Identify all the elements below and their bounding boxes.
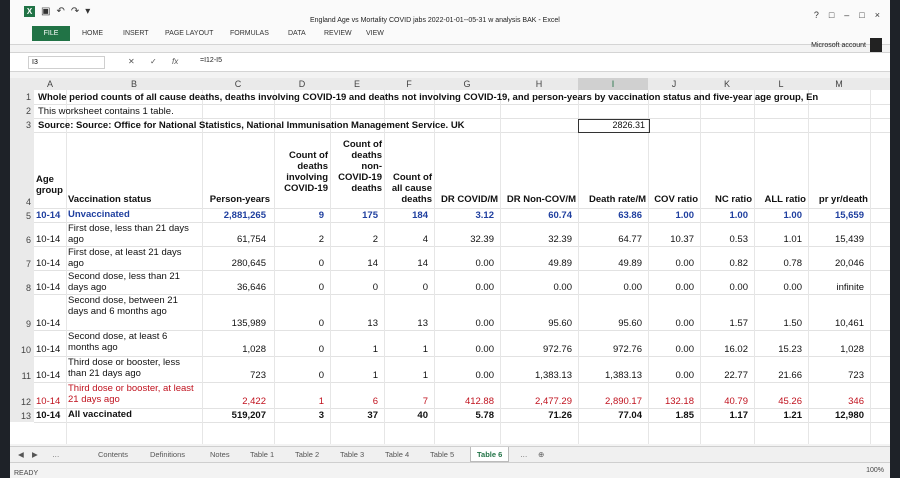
cell-l[interactable]: 0.00 — [783, 282, 802, 293]
header-covid-deaths: Count of deaths involving COVID-19 — [284, 150, 328, 194]
cell-age[interactable]: 10-14 — [36, 258, 61, 269]
cell-d[interactable]: 2 — [318, 234, 324, 245]
cell-h[interactable]: 1,383.13 — [535, 370, 572, 381]
cell-k[interactable]: 0.53 — [729, 234, 748, 245]
cell-h[interactable]: 95.60 — [548, 318, 572, 329]
row-header[interactable]: 2 — [10, 104, 34, 118]
cell-h[interactable]: 60.74 — [548, 210, 572, 221]
sheet-tab-table-2[interactable]: Table 2 — [295, 450, 320, 459]
cell-e[interactable]: 37 — [367, 410, 378, 421]
cell-i[interactable]: 63.86 — [618, 210, 642, 221]
header-death-rate: Death rate/M — [588, 194, 646, 205]
cancel-icon[interactable]: ✕ — [128, 57, 135, 66]
cell-h[interactable]: 2,477.29 — [535, 396, 572, 407]
cell-l[interactable]: 1.21 — [783, 410, 802, 421]
cell-m[interactable]: 1,028 — [840, 344, 864, 355]
redo-icon[interactable]: ↷ — [70, 6, 80, 17]
sheet-tab-table-1[interactable]: Table 1 — [250, 450, 275, 459]
header-vaccination-status: Vaccination status — [68, 194, 152, 205]
cell-d[interactable]: 9 — [318, 210, 324, 221]
cell-f[interactable]: 1 — [422, 344, 428, 355]
cell-py[interactable]: 519,207 — [231, 410, 266, 421]
cell-py[interactable]: 2,422 — [242, 396, 266, 407]
cell-f[interactable]: 0 — [422, 282, 428, 293]
cell-age[interactable]: 10-14 — [36, 318, 61, 329]
excel-window — [10, 0, 890, 478]
cell-age[interactable]: 10-14 — [36, 344, 61, 355]
tab-file[interactable]: FILE — [32, 26, 70, 41]
cell-f[interactable]: 13 — [417, 318, 428, 329]
cell-d[interactable]: 0 — [318, 370, 324, 381]
cell-f[interactable]: 14 — [417, 258, 428, 269]
more-tabs-icon[interactable]: … — [520, 450, 528, 459]
cell-j[interactable]: 1.85 — [675, 410, 694, 421]
new-sheet-icon[interactable]: ⊕ — [538, 450, 545, 459]
cell-h[interactable]: 71.26 — [548, 410, 572, 421]
quick-access-toolbar — [24, 6, 90, 17]
cell-m[interactable]: 20,046 — [834, 258, 864, 269]
row-header[interactable]: 7 — [10, 246, 34, 270]
cell-i[interactable]: 0.00 — [623, 282, 642, 293]
sheet-tab-notes[interactable]: Notes — [210, 450, 230, 459]
microsoft-account[interactable]: Microsoft account — [811, 42, 866, 49]
customize-icon[interactable]: ▾ — [85, 6, 91, 17]
cell-m[interactable]: 10,461 — [834, 318, 864, 329]
cell-age[interactable]: 10-14 — [36, 370, 61, 381]
column-headers — [10, 78, 890, 90]
header-all-ratio: ALL ratio — [764, 194, 806, 205]
cell-f[interactable]: 4 — [422, 234, 428, 245]
name-box[interactable]: I3 — [28, 56, 105, 69]
worksheet-note: This worksheet contains 1 table. — [38, 106, 174, 117]
tab-page-layout[interactable]: PAGE LAYOUT — [165, 30, 214, 37]
row-header[interactable]: 4 — [10, 132, 34, 208]
cell-f[interactable]: 7 — [422, 396, 428, 407]
cell-g[interactable]: 412.88 — [464, 396, 494, 407]
cell-py[interactable]: 36,646 — [236, 282, 266, 293]
undo-icon[interactable]: ↶ — [56, 6, 65, 17]
cell-i[interactable]: 972.76 — [612, 344, 642, 355]
cell-i[interactable]: 2,890.17 — [605, 396, 642, 407]
cell-age[interactable]: 10-14 — [36, 234, 61, 245]
col-header-e[interactable]: E — [353, 79, 360, 89]
row-header[interactable]: 13 — [10, 408, 34, 422]
cell-i[interactable]: 1,383.13 — [605, 370, 642, 381]
scroll-left-icon[interactable]: ◀ — [18, 450, 24, 459]
row-header[interactable]: 12 — [10, 382, 34, 408]
cell-e[interactable]: 175 — [362, 210, 378, 221]
header-nc-ratio: NC ratio — [715, 194, 752, 205]
cell-m[interactable]: 15,659 — [834, 210, 864, 221]
cell-m[interactable]: 723 — [848, 370, 864, 381]
cell-g[interactable]: 32.39 — [470, 234, 494, 245]
cell-j[interactable]: 132.18 — [664, 396, 694, 407]
minimize-icon[interactable]: – — [844, 10, 850, 20]
sheet-tab-table-6[interactable]: Table 6 — [470, 447, 509, 462]
cell-vacc[interactable]: Second dose, less than 21 days ago — [68, 271, 180, 293]
cell-py[interactable]: 61,754 — [236, 234, 266, 245]
cell-k[interactable]: 16.02 — [724, 344, 748, 355]
col-header-g[interactable]: G — [463, 79, 471, 89]
cell-h[interactable]: 972.76 — [542, 344, 572, 355]
cell-m[interactable]: infinite — [836, 282, 864, 293]
cell-i[interactable]: 77.04 — [618, 410, 642, 421]
cell-d[interactable]: 0 — [318, 318, 324, 329]
cell-f[interactable]: 40 — [417, 410, 428, 421]
cell-l[interactable]: 0.78 — [783, 258, 802, 269]
cell-h[interactable]: 32.39 — [548, 234, 572, 245]
row-header[interactable]: 9 — [10, 294, 34, 330]
cell-age[interactable]: 10-14 — [36, 396, 61, 407]
window-title: England Age vs Mortality COVID jabs 2022-01-01--05-31 w analysis BAK - Excel — [310, 17, 560, 24]
header-cov-ratio: COV ratio — [654, 194, 698, 205]
sheet-tab-definitions[interactable]: Definitions — [150, 450, 186, 459]
col-header-b[interactable]: B — [130, 79, 137, 89]
cell-e[interactable]: 6 — [372, 396, 378, 407]
tab-formulas[interactable]: FORMULAS — [230, 30, 269, 37]
cell-e[interactable]: 1 — [372, 344, 378, 355]
cell-d[interactable]: 0 — [318, 282, 324, 293]
cell-vacc[interactable]: Third dose or booster, less than 21 days ago — [68, 357, 180, 379]
col-header-i[interactable]: I — [578, 78, 648, 92]
cell-m[interactable]: 346 — [848, 396, 864, 407]
scroll-right-icon[interactable]: ▶ — [32, 450, 38, 459]
help-icon[interactable]: ? — [813, 10, 819, 20]
cell-vacc[interactable]: Second dose, at least 6 months ago — [68, 331, 168, 353]
cell-d[interactable]: 0 — [318, 258, 324, 269]
cell-age[interactable]: 10-14 — [36, 282, 61, 293]
cell-i[interactable]: 49.89 — [618, 258, 642, 269]
tab-insert[interactable]: INSERT — [123, 30, 149, 37]
cell-g[interactable]: 5.78 — [475, 410, 494, 421]
sheet-tab-table-3[interactable]: Table 3 — [340, 450, 365, 459]
function-icon[interactable]: fx — [172, 57, 179, 66]
header-person-years: Person-years — [209, 194, 270, 205]
maximize-icon[interactable]: □ — [859, 10, 865, 20]
cell-g[interactable]: 3.12 — [475, 210, 494, 221]
tab-review[interactable]: REVIEW — [324, 30, 352, 37]
avatar[interactable] — [870, 38, 882, 52]
save-icon[interactable]: ▣ — [41, 6, 51, 17]
sheet-tabs — [10, 446, 890, 463]
source-note: Source: Source: Office for National Statistics, National Immunisation Management Service. UK — [38, 120, 465, 131]
col-header-h[interactable]: H — [535, 79, 543, 89]
sheet-title: Whole period counts of all cause deaths, deaths involving COVID-19 and deaths not involving COVID-19, and person-years by vaccination status and five-year age group, En — [38, 92, 819, 103]
cell-k[interactable]: 1.57 — [729, 318, 748, 329]
cell-i3-value: 2826.31 — [612, 120, 645, 130]
header-dr-non-covid: DR Non-COV/M — [506, 194, 576, 205]
cell-k[interactable]: 1.00 — [729, 210, 748, 221]
cell-d[interactable]: 0 — [318, 344, 324, 355]
row-header[interactable]: 1 — [10, 90, 34, 104]
close-icon[interactable]: × — [874, 10, 880, 20]
sheet-tab-contents[interactable]: Contents — [98, 450, 129, 459]
cell-l[interactable]: 1.50 — [783, 318, 802, 329]
tab-data[interactable]: DATA — [288, 30, 306, 37]
cell-i[interactable]: 64.77 — [618, 234, 642, 245]
cell-h[interactable]: 0.00 — [553, 282, 572, 293]
row-header[interactable]: 6 — [10, 222, 34, 246]
cell-e[interactable]: 0 — [372, 282, 378, 293]
col-header-c[interactable]: C — [234, 79, 242, 89]
cell-age[interactable]: 10-14 — [36, 210, 61, 221]
more-sheets-icon[interactable]: … — [52, 450, 60, 459]
row-header[interactable]: 8 — [10, 270, 34, 294]
cell-g[interactable]: 0.00 — [475, 370, 494, 381]
row-header[interactable]: 5 — [10, 208, 34, 222]
cell-k[interactable]: 1.17 — [729, 410, 748, 421]
cell-g[interactable]: 0.00 — [475, 258, 494, 269]
cell-i[interactable]: 95.60 — [618, 318, 642, 329]
cell-m[interactable]: 15,439 — [834, 234, 864, 245]
cell-k[interactable]: 40.79 — [724, 396, 748, 407]
status-ready: READY — [14, 470, 39, 477]
cell-g[interactable]: 0.00 — [475, 282, 494, 293]
cell-vacc[interactable]: First dose, less than 21 days ago — [68, 223, 189, 245]
enter-icon[interactable]: ✓ — [150, 57, 157, 66]
cell-l[interactable]: 1.00 — [783, 210, 802, 221]
row-header[interactable]: 11 — [10, 356, 34, 382]
cell-py[interactable]: 280,645 — [231, 258, 266, 269]
cell-g[interactable]: 0.00 — [475, 318, 494, 329]
cell-vacc[interactable]: Second dose, between 21 days and 6 months ago — [68, 295, 178, 317]
cell-j[interactable]: 0.00 — [675, 370, 694, 381]
cell-vacc[interactable]: All vaccinated — [68, 409, 132, 420]
col-header-a[interactable]: A — [46, 79, 53, 89]
cell-l[interactable]: 45.26 — [778, 396, 802, 407]
cell-f[interactable]: 1 — [422, 370, 428, 381]
cell-vacc[interactable]: Third dose or booster, at least 21 days ago — [68, 383, 194, 405]
cell-py[interactable]: 135,989 — [231, 318, 266, 329]
cell-d[interactable]: 3 — [318, 410, 324, 421]
row-header[interactable]: 10 — [10, 330, 34, 356]
cell-e[interactable]: 1 — [372, 370, 378, 381]
header-pr-yr-death: pr yr/death — [818, 194, 868, 205]
cell-j[interactable]: 0.00 — [675, 344, 694, 355]
cell-m[interactable]: 12,980 — [834, 410, 864, 421]
cell-py[interactable]: 723 — [250, 370, 266, 381]
window-controls — [814, 10, 880, 20]
col-header-m[interactable]: M — [835, 79, 843, 89]
cell-k[interactable]: 0.82 — [729, 258, 748, 269]
formula-input[interactable]: =I12-I5 — [200, 57, 222, 64]
cell-j[interactable]: 0.00 — [675, 282, 694, 293]
sheet-tab-table-5[interactable]: Table 5 — [430, 450, 455, 459]
tab-view[interactable]: VIEW — [366, 30, 384, 37]
cell-vacc[interactable]: Unvaccinated — [68, 209, 130, 220]
title-bar — [10, 0, 890, 24]
cell-l[interactable]: 21.66 — [778, 370, 802, 381]
col-header-d[interactable]: D — [298, 79, 306, 89]
col-header-j[interactable]: J — [671, 79, 677, 89]
cell-e[interactable]: 13 — [367, 318, 378, 329]
cell-py[interactable]: 2,881,265 — [223, 210, 266, 221]
col-header-k[interactable]: K — [723, 79, 730, 89]
cell-j[interactable]: 10.37 — [670, 234, 694, 245]
tab-home[interactable]: HOME — [82, 30, 103, 37]
cell-h[interactable]: 49.89 — [548, 258, 572, 269]
cell-l[interactable]: 15.23 — [778, 344, 802, 355]
zoom-level[interactable]: 100% — [866, 467, 884, 474]
ribbon-tabs — [10, 24, 890, 49]
row-header[interactable]: 3 — [10, 118, 34, 132]
header-non-covid-deaths: Count of deaths non-COVID-19 deaths — [338, 139, 382, 194]
cell-j[interactable]: 0.00 — [675, 318, 694, 329]
header-dr-covid: DR COVID/M — [441, 194, 498, 205]
selected-cell-i3[interactable] — [578, 119, 650, 133]
cell-k[interactable]: 0.00 — [729, 282, 748, 293]
status-bar — [10, 462, 890, 478]
cell-l[interactable]: 1.01 — [783, 234, 802, 245]
excel-logo-icon: X — [24, 6, 35, 17]
cell-e[interactable]: 2 — [372, 234, 378, 245]
header-age-group: Age group — [36, 174, 63, 196]
ribbon-display-icon[interactable]: □ — [828, 10, 835, 20]
cell-py[interactable]: 1,028 — [242, 344, 266, 355]
sheet-tab-table-4[interactable]: Table 4 — [385, 450, 410, 459]
spreadsheet-grid[interactable] — [10, 90, 890, 444]
cell-k[interactable]: 22.77 — [724, 370, 748, 381]
cell-g[interactable]: 0.00 — [475, 344, 494, 355]
col-header-l[interactable]: L — [778, 79, 784, 89]
cell-age[interactable]: 10-14 — [36, 410, 61, 421]
header-all-deaths: Count of all cause deaths — [391, 172, 432, 205]
col-header-f[interactable]: F — [406, 79, 412, 89]
formula-bar — [10, 52, 890, 72]
cell-j[interactable]: 0.00 — [675, 258, 694, 269]
cell-d[interactable]: 1 — [318, 396, 324, 407]
cell-e[interactable]: 14 — [367, 258, 378, 269]
cell-f[interactable]: 184 — [412, 210, 428, 221]
cell-j[interactable]: 1.00 — [675, 210, 694, 221]
cell-vacc[interactable]: First dose, at least 21 days ago — [68, 247, 182, 269]
